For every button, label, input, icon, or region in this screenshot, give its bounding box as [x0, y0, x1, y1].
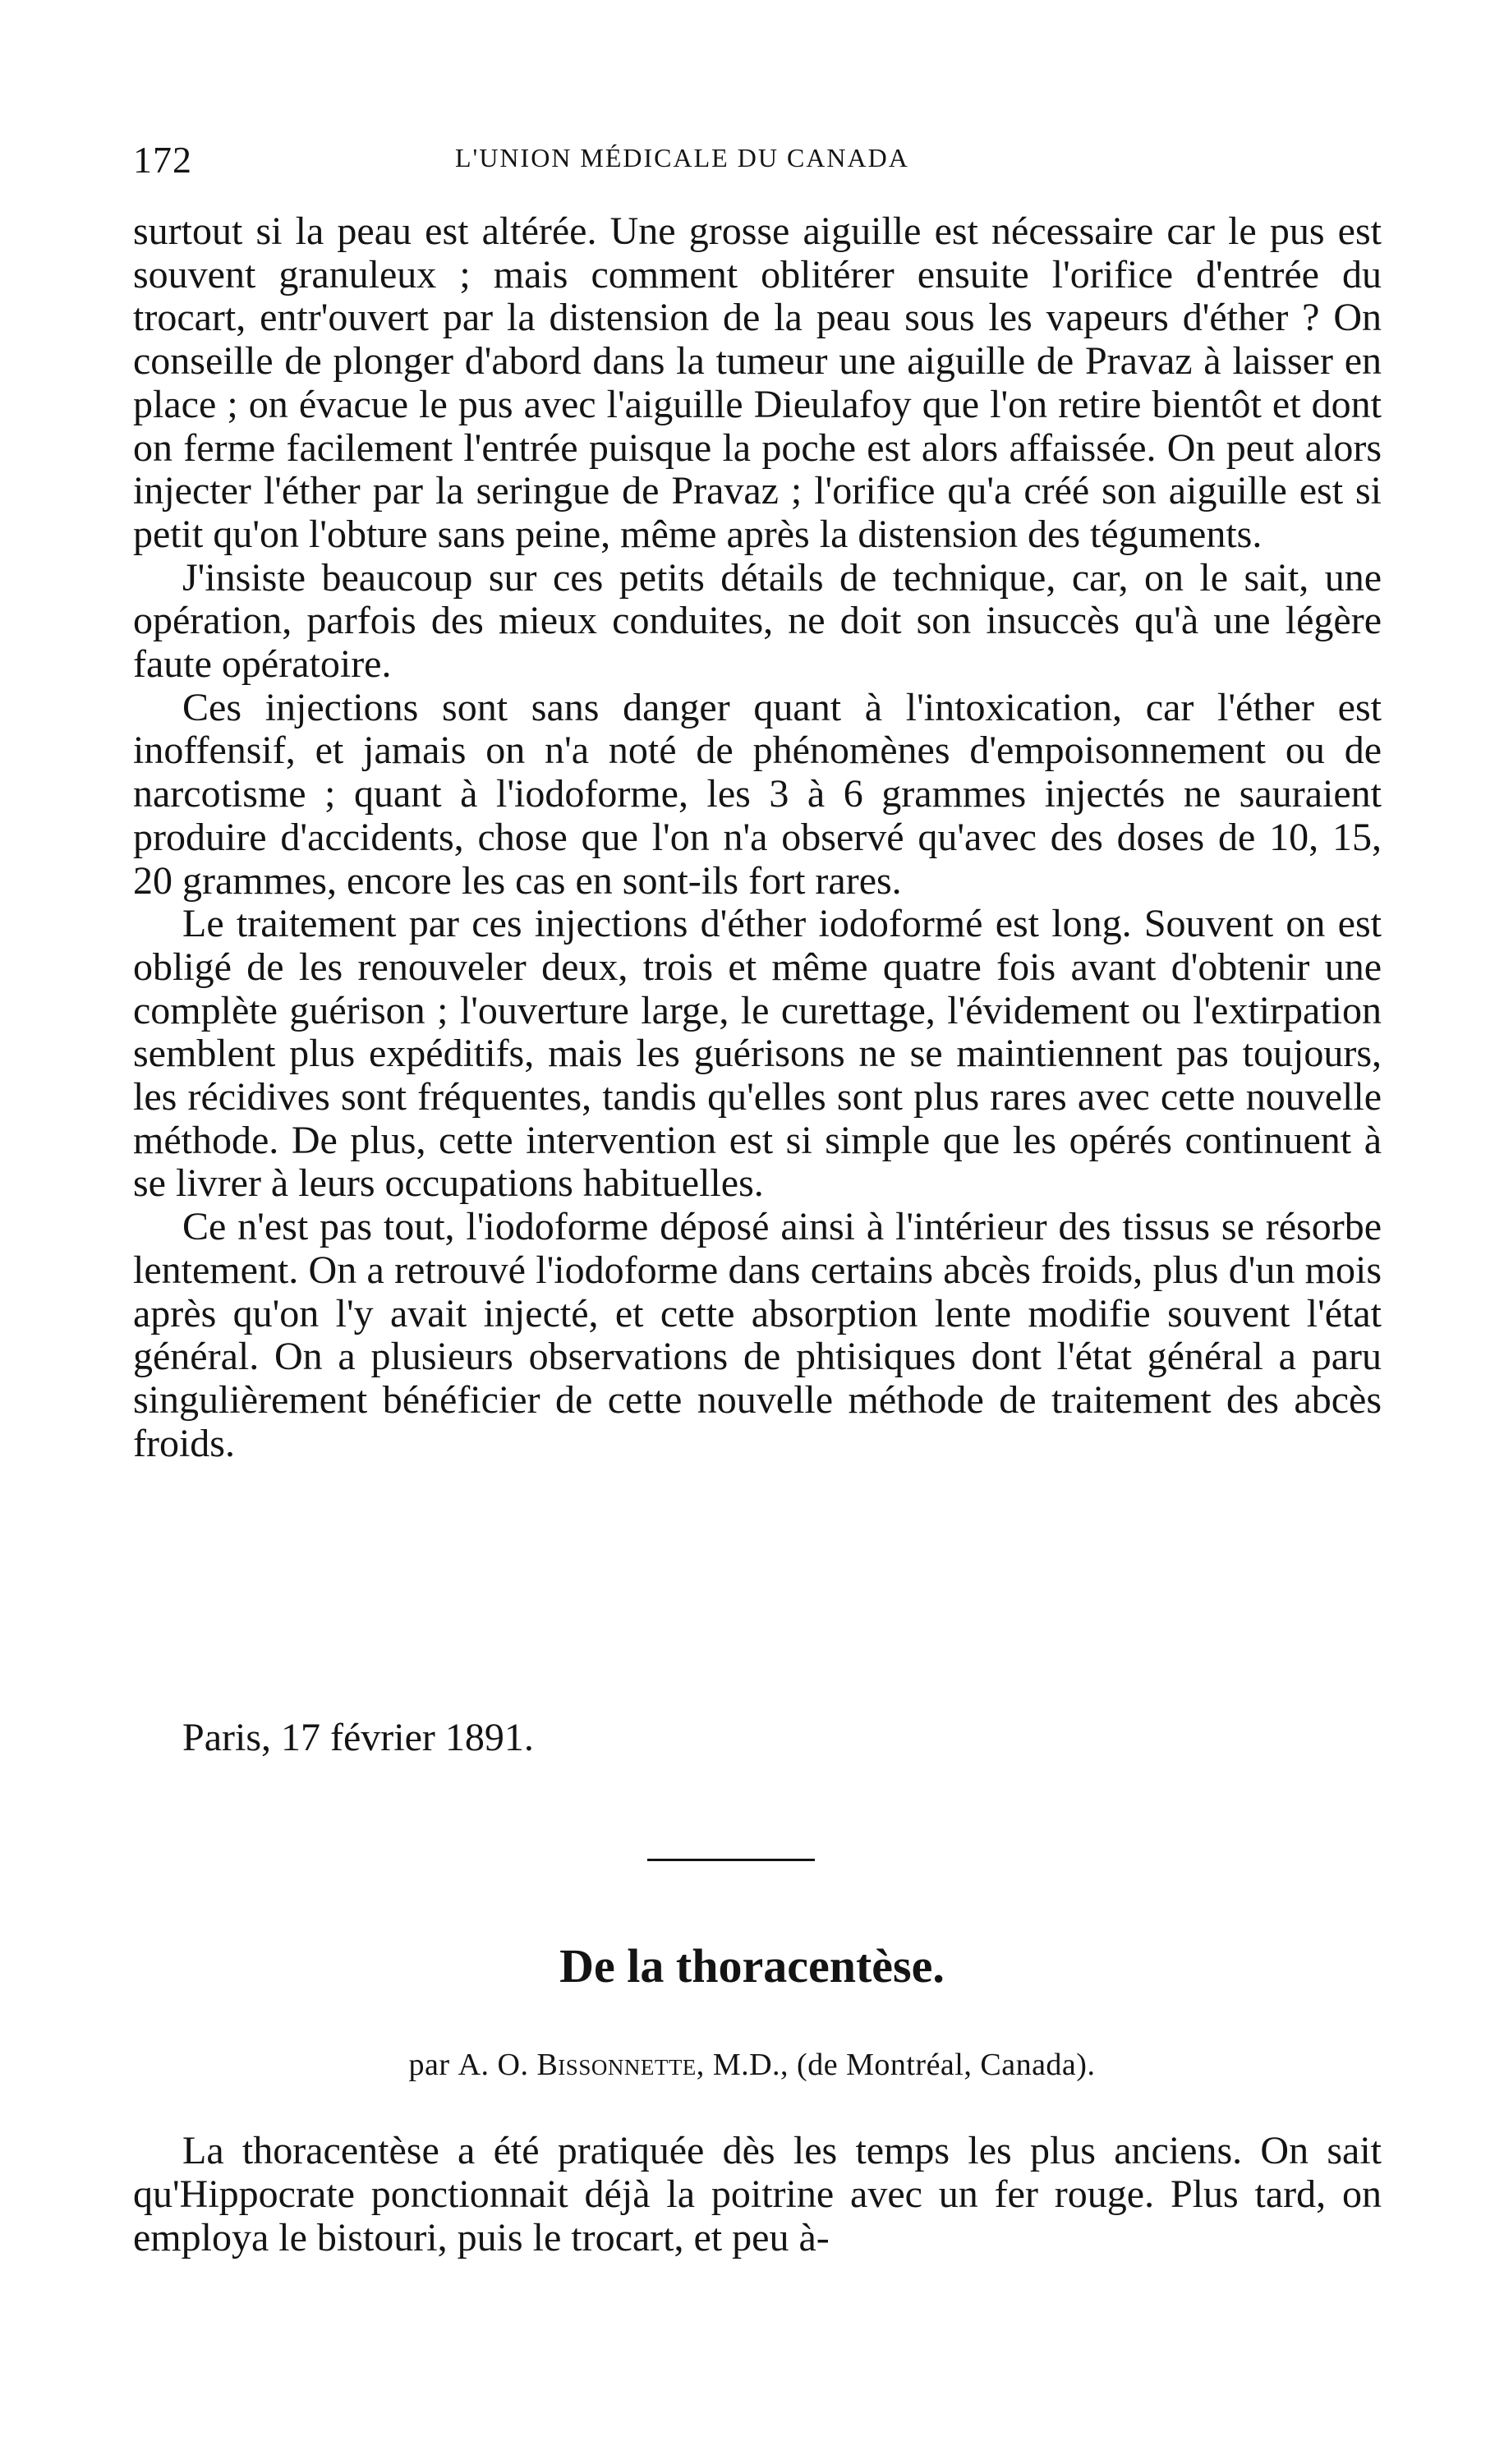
byline-prefix: par [408, 2048, 450, 2082]
paragraph: Ces injections sont sans danger quant à l'intoxication, car l'éther est inoffensif, et jamais on n'a noté de phénomènes d'empoisonnement ou de narcotisme ; quant à l'iodoforme, les 3 à 6 grammes injectés ne sauraient produire d'accidents, chose que l'on n'a observé qu'avec des doses de 10, 15, 20 grammes, encore les cas en sont-ils fort rares. [133, 685, 1382, 903]
page-header [133, 138, 1398, 187]
author-name: A. O. Bissonnette, [458, 2048, 705, 2082]
paragraph: J'insiste beaucoup sur ces petits détails de technique, car, on le sait, une opération, parfois des mieux conduites, ne doit son insuccès qu'à une légère faute opératoire. [133, 555, 1382, 687]
paragraph: surtout si la peau est altérée. Une grosse aiguille est nécessaire car le pus est souvent granuleux ; mais comment oblitérer ensuite l'orifice d'entrée du trocart, entr'ouvert par la distension de la peau sous les vapeurs d'éther ? On conseille de plonger d'abord dans la tumeur une aiguille de Pravaz à laisser en place ; on évacue le pus avec l'aiguille Dieulafoy que l'on retire bientôt et dont on ferme facilement l'entrée puisque la poche est alors affaissée. On peut alors injecter l'éther par la seringue de Pravaz ; l'orifice qu'a créé son aiguille est si petit qu'on l'obture sans peine, même après la distension des téguments. [133, 209, 1382, 556]
paragraph: Le traitement par ces injections d'éther iodoformé est long. Souvent on est obligé de les renouveler deux, trois et même quatre fois avant d'obtenir une complète guérison ; l'ouverture large, le curettage, l'évidement ou l'extirpation semblent plus expéditifs, mais les guérisons ne se maintiennent pas toujours, les récidives sont fréquentes, tandis qu'elles sont plus rares avec cette nouvelle méthode. De plus, cette intervention est si simple que les opérés continuent à se livrer à leurs occupations habituelles. [133, 902, 1382, 1206]
article-body [133, 210, 1382, 1465]
paragraph: La thoracentèse a été pratiquée dès les temps les plus anciens. On sait qu'Hippocrate ponctionnait déjà la poitrine avec un fer rouge. Plus tard, on employa le bistouri, puis le trocart, et peu à- [133, 2129, 1382, 2259]
dateline: Paris, 17 février 1891. [182, 1716, 534, 1759]
article-title: De la thoracentèse. [559, 1939, 945, 1993]
article-intro [133, 2129, 1382, 2259]
running-title: L'UNION MÉDICALE DU CANADA [455, 143, 909, 172]
byline [0, 2047, 1504, 2083]
page-number: 172 [133, 139, 192, 181]
paragraph: Ce n'est pas tout, l'iodoforme déposé ainsi à l'intérieur des tissus se résorbe lentement. On a retrouvé l'iodoforme dans certains abcès froids, plus d'un mois après qu'on l'y avait injecté, et cette absorption lente modifie souvent l'état général. On a plusieurs observations de phtisiques dont l'état général a paru singulièrement bénéficier de cette nouvelle méthode de traitement des abcès froids. [133, 1205, 1382, 1465]
section-divider [647, 1859, 815, 1861]
byline-affiliation: M.D., (de Montréal, Canada). [712, 2048, 1096, 2082]
